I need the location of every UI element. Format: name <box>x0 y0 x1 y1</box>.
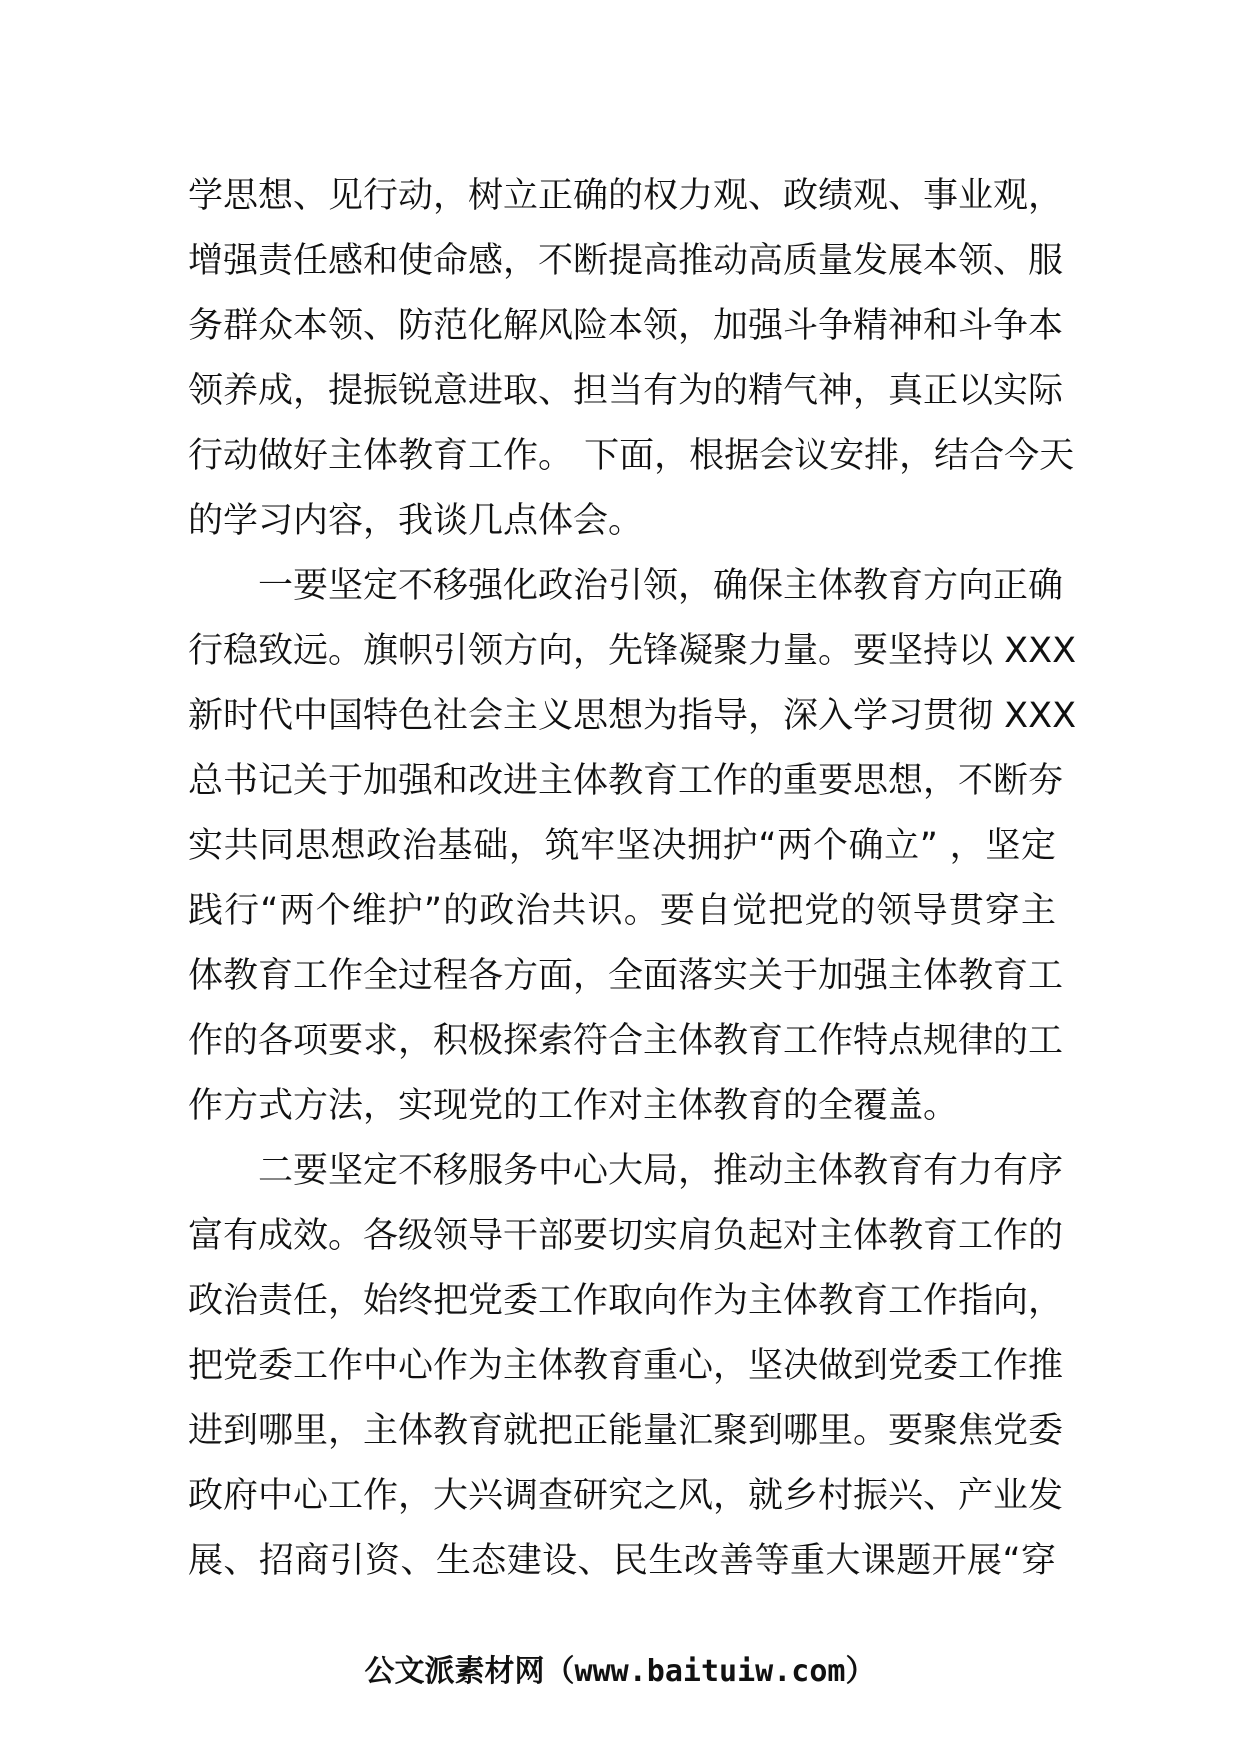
text-line: 政治责任，始终把党委工作取向作为主体教育工作指向， <box>188 1281 1064 1321</box>
footer-url: （www.baituiw.com） <box>544 1654 876 1689</box>
text-line: 的学习内容，我谈几点体会。 <box>188 501 644 541</box>
text-line: 二要坚定不移服务中心大局，推动主体教育有力有序 <box>258 1151 1064 1191</box>
text-line: 实共同思想政治基础，筑牢坚决拥护“两个确立” ，坚定 <box>188 826 1056 866</box>
text-line: 富有成效。各级领导干部要切实肩负起对主体教育工作的 <box>188 1216 1064 1256</box>
text-line: 领养成，提振锐意进取、担当有为的精气神，真正以实际 <box>188 371 1064 411</box>
text-line: 务群众本领、防范化解风险本领，加强斗争精神和斗争本 <box>188 306 1064 346</box>
text-line: 展、招商引资、生态建设、民生改善等重大课题开展“穿 <box>188 1541 1056 1581</box>
body-text <box>188 164 1077 1594</box>
text-line: 践行“两个维护”的政治共识。要自觉把党的领导贯穿主 <box>188 891 1056 931</box>
text-line: 作的各项要求，积极探索符合主体教育工作特点规律的工 <box>188 1021 1064 1061</box>
text-line: 一要坚定不移强化政治引领，确保主体教育方向正确 <box>258 566 1064 606</box>
text-line: 政府中心工作，大兴调查研究之风，就乡村振兴、产业发 <box>188 1476 1064 1516</box>
text-line: 作方式方法，实现党的工作对主体教育的全覆盖。 <box>188 1086 959 1126</box>
text-line: 行稳致远。旗帜引领方向，先锋凝聚力量。要坚持以 XXX <box>188 631 1077 671</box>
text-line: 学思想、见行动，树立正确的权力观、政绩观、事业观， <box>188 176 1064 216</box>
page-footer <box>0 1652 1240 1692</box>
text-line: 总书记关于加强和改进主体教育工作的重要思想，不断夯 <box>188 761 1064 801</box>
footer-site-name: 公文派素材网 <box>364 1654 545 1689</box>
text-line: 增强责任感和使命感，不断提高推动高质量发展本领、服 <box>188 241 1064 281</box>
text-line: 新时代中国特色社会主义思想为指导，深入学习贯彻 XXX <box>188 696 1077 736</box>
text-line: 行动做好主体教育工作。 下面，根据会议安排，结合今天 <box>188 436 1075 476</box>
text-line: 体教育工作全过程各方面，全面落实关于加强主体教育工 <box>188 956 1064 996</box>
text-line: 进到哪里，主体教育就把正能量汇聚到哪里。要聚焦党委 <box>188 1411 1064 1451</box>
text-line: 把党委工作中心作为主体教育重心，坚决做到党委工作推 <box>188 1346 1064 1386</box>
